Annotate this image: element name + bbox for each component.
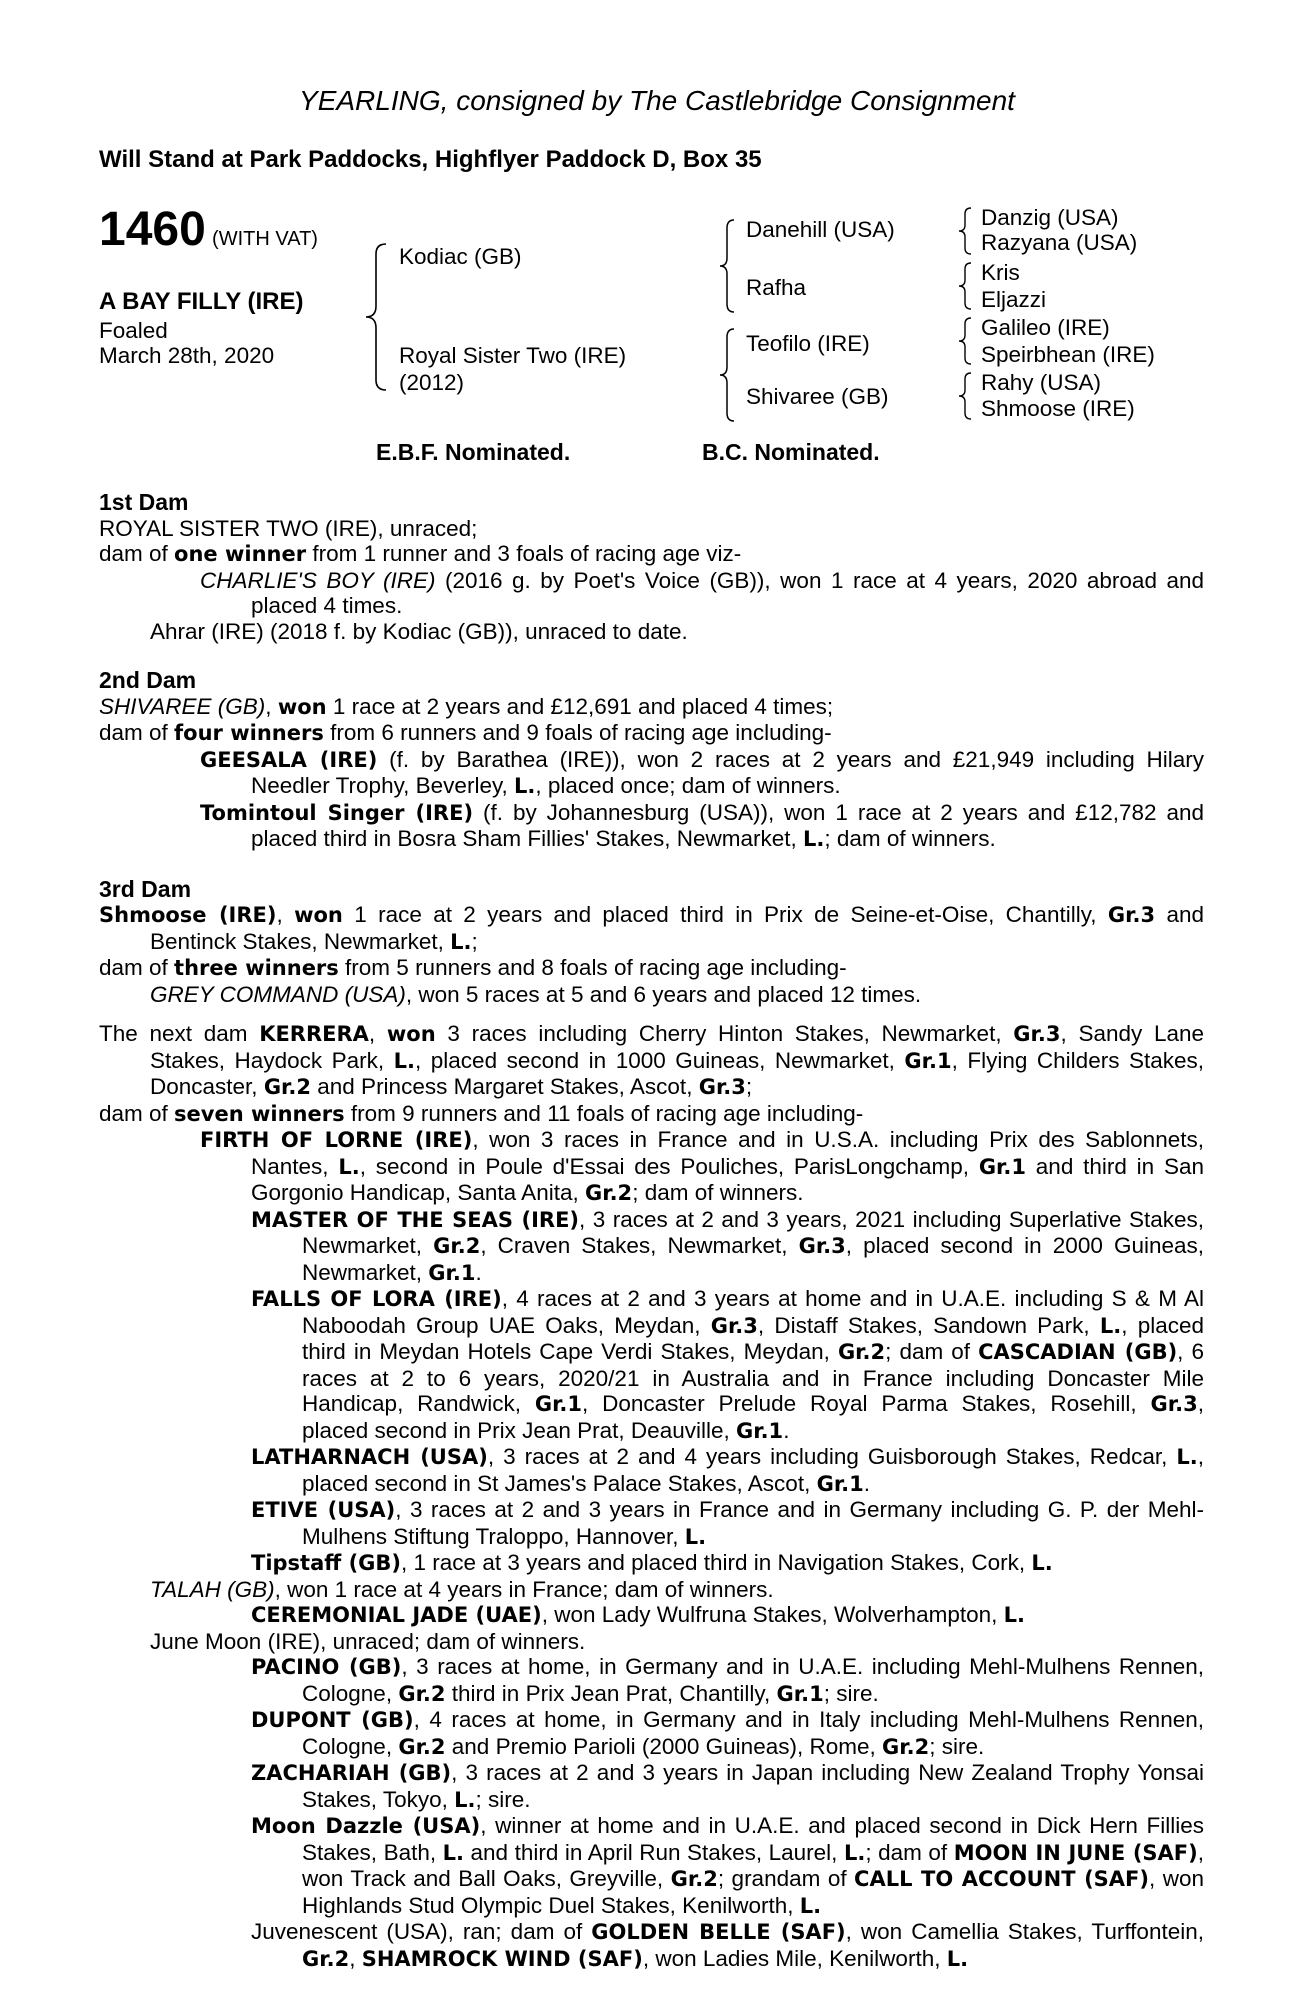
lot-number-line	[99, 204, 318, 256]
pedigree-brace-dam	[718, 327, 736, 423]
first-dam-heading: 1st Dam	[99, 489, 189, 515]
progeny-entry: FALLS OF LORA (IRE), 4 races at 2 and 3 years at home and in U.A.E. including S & M Al Naboodah Group UAE Oaks, Meydan, Gr.3, Distaff Stakes, Sandown Park, L., placed third in Meydan Hotels Cape Verdi Stakes, Meydan, Gr.2; dam of CASCADIAN (GB), 6 races at 2 to 6 years, 2020/21 in Australia and in France including Doncaster Mile Handicap, Randwick, Gr.1, Doncaster Prelude Royal Parma Stakes, Rosehill, Gr.3, placed second in Prix Jean Prat, Deauville, Gr.1.	[251, 1286, 1205, 1443]
progeny-entry: Tipstaff (GB), 1 race at 3 years and placed third in Navigation Stakes, Cork, L.	[251, 1550, 1053, 1575]
pedigree-brace-dd	[958, 371, 972, 421]
pedigree-dam-sire: Teofilo (IRE)	[746, 331, 870, 356]
second-dam-heading: 2nd Dam	[99, 667, 197, 693]
progeny-entry: LATHARNACH (USA), 3 races at 2 and 4 years including Guisborough Stakes, Redcar, L., placed second in St James's Palace Stakes, Ascot, Gr.1.	[251, 1444, 1204, 1496]
third-dam-heading: 3rd Dam	[99, 875, 192, 902]
progeny-entry: FIRTH OF LORNE (IRE), won 3 races in France and in U.S.A. including Prix des Sablonnets, Nantes, L., second in Poule d'Essai des Pouliches, ParisLongchamp, Gr.1 and third in San Gorgonio Handicap, Santa Anita, Gr.2; dam of winners.	[200, 1127, 1204, 1205]
second-dam-line: SHIVAREE (GB), won 1 race at 2 years and £12,691 and placed 4 times;	[99, 693, 834, 719]
progeny-entry: TALAH (GB), won 1 race at 4 years in France; dam of winners.	[150, 1576, 774, 1602]
pedigree-brace-ss	[958, 206, 972, 256]
second-dam-section	[99, 668, 1204, 853]
progeny-entry: Tomintoul Singer (IRE) (f. by Johannesburg (USA)), won 1 race at 2 years and £12,782 and placed third in Bosra Sham Fillies' Stakes, Newmarket, L.; dam of winners.	[200, 799, 1204, 851]
bc-nominated: B.C. Nominated.	[702, 439, 880, 465]
pedigree-dam-year: (2012)	[399, 370, 465, 395]
progeny-entry: June Moon (IRE), unraced; dam of winners.	[150, 1628, 586, 1654]
progeny-entry: CEREMONIAL JADE (UAE), won Lady Wulfruna Stakes, Wolverhampton, L.	[251, 1602, 1025, 1627]
next-dam-section	[99, 1021, 1204, 1972]
progeny-entry: GREY COMMAND (USA), won 5 races at 5 and 6 years and placed 12 times.	[150, 981, 922, 1007]
progeny-entry: Moon Dazzle (USA), winner at home and in U.A.E. and placed second in Dick Hern Fillies Stakes, Bath, L. and third in April Run Stakes, Laurel, L.; dam of MOON IN JUNE (SAF), won Track and Ball Oaks, Greyville, Gr.2; grandam of CALL TO ACCOUNT (SAF), won Highlands Stud Olympic Duel Stakes, Kenilworth, L.	[251, 1813, 1205, 1918]
progeny-entry: ZACHARIAH (GB), 3 races at 2 and 3 years in Japan including New Zealand Trophy Yonsai Stakes, Tokyo, L.; sire.	[251, 1760, 1205, 1812]
consignor-heading: YEARLING, consigned by The Castlebridge Consignment	[299, 85, 1015, 116]
progeny-entry: GEESALA (IRE) (f. by Barathea (IRE)), won 2 races at 2 years and £21,949 including Hilary Needler Trophy, Beverley, L., placed once; dam of winners.	[200, 746, 1205, 798]
progeny-entry: Juvenescent (USA), ran; dam of GOLDEN BELLE (SAF), won Camellia Stakes, Turffontein, Gr.2, SHAMROCK WIND (SAF), won Ladies Mile, Kenilworth, L.	[251, 1919, 1204, 1971]
progeny-entry: Ahrar (IRE) (2018 f. by Kodiac (GB)), unraced to date.	[150, 618, 688, 644]
second-dam-summary: dam of four winners from 6 runners and 9 foals of racing age including-	[99, 720, 832, 745]
pedigree-dds: Rahy (USA)	[981, 370, 1102, 395]
third-dam-line: Shmoose (IRE), won 1 race at 2 years and placed third in Prix de Seine-et-Oise, Chantilly, Gr.3 and Bentinck Stakes, Newmarket, L.;	[99, 902, 1204, 954]
foaled-label: Foaled	[99, 318, 168, 343]
progeny-entry: CHARLIE'S BOY (IRE) (2016 g. by Poet's Voice (GB)), won 1 race at 4 years, 2020 abroad and placed 4 times.	[200, 567, 1205, 618]
pedigree-sdd: Eljazzi	[981, 287, 1047, 312]
progeny-entry: MASTER OF THE SEAS (IRE), 3 races at 2 and 3 years, 2021 including Superlative Stakes, Newmarket, Gr.2, Craven Stakes, Newmarket, Gr.3, placed second in 2000 Guineas, Newmarket, Gr.1.	[251, 1206, 1205, 1285]
pedigree-dam: Royal Sister Two (IRE)	[399, 343, 627, 368]
foaled-date: March 28th, 2020	[99, 343, 275, 368]
progeny-entry: ETIVE (USA), 3 races at 2 and 3 years in France and in Germany including G. P. der Mehl-Mulhens Stiftung Traloppo, Hannover, L.	[251, 1497, 1204, 1549]
pedigree-brace-sd	[958, 261, 972, 311]
vat-note: (WITH VAT)	[212, 228, 318, 250]
next-dam-summary: dam of seven winners from 9 runners and 11 foals of racing age including-	[99, 1100, 864, 1126]
third-dam-section	[99, 877, 1204, 1008]
pedigree-brace-sire	[718, 218, 736, 314]
lot-name: A BAY FILLY (IRE)	[99, 288, 304, 315]
pedigree-ddd: Shmoose (IRE)	[981, 396, 1135, 421]
pedigree-dam-dam: Shivaree (GB)	[746, 384, 889, 409]
pedigree-sire-sire: Danehill (USA)	[746, 217, 895, 242]
third-dam-summary: dam of three winners from 5 runners and 8 foals of racing age including-	[99, 955, 847, 980]
progeny-entry: PACINO (GB), 3 races at home, in Germany and in U.A.E. including Mehl-Mulhens Rennen, Cologne, Gr.2 third in Prix Jean Prat, Chantilly, Gr.1; sire.	[251, 1654, 1204, 1706]
pedigree-ssd: Razyana (USA)	[981, 230, 1138, 255]
first-dam-line: ROYAL SISTER TWO (IRE), unraced;	[99, 515, 478, 541]
first-dam-section	[99, 490, 1204, 644]
pedigree-brace-main	[364, 242, 388, 392]
produce-record	[99, 490, 1204, 1972]
progeny-entry: DUPONT (GB), 4 races at home, in Germany and in Italy including Mehl-Mulhens Rennen, Cologne, Gr.2 and Premio Parioli (2000 Guineas), Rome, Gr.2; sire.	[251, 1707, 1204, 1759]
ebf-nominated: E.B.F. Nominated.	[376, 439, 571, 465]
pedigree-sds: Kris	[981, 260, 1020, 285]
stand-location: Will Stand at Park Paddocks, Highflyer Paddock D, Box 35	[99, 146, 762, 173]
next-dam-line: The next dam KERRERA, won 3 races including Cherry Hinton Stakes, Newmarket, Gr.3, Sandy Lane Stakes, Haydock Park, L., placed second in 1000 Guineas, Newmarket, Gr.1, Flying Childers Stakes, Doncaster, Gr.2 and Princess Margaret Stakes, Ascot, Gr.3;	[99, 1021, 1204, 1099]
pedigree-sss: Danzig (USA)	[981, 205, 1119, 230]
pedigree-dss: Galileo (IRE)	[981, 315, 1110, 340]
pedigree-dsd: Speirbhean (IRE)	[981, 342, 1155, 367]
first-dam-summary: dam of one winner from 1 runner and 3 foals of racing age viz-	[99, 541, 742, 566]
lot-number: 1460	[99, 203, 206, 256]
pedigree-brace-ds	[958, 316, 972, 366]
pedigree-sire-dam: Rafha	[746, 275, 807, 300]
pedigree-sire: Kodiac (GB)	[399, 244, 522, 269]
